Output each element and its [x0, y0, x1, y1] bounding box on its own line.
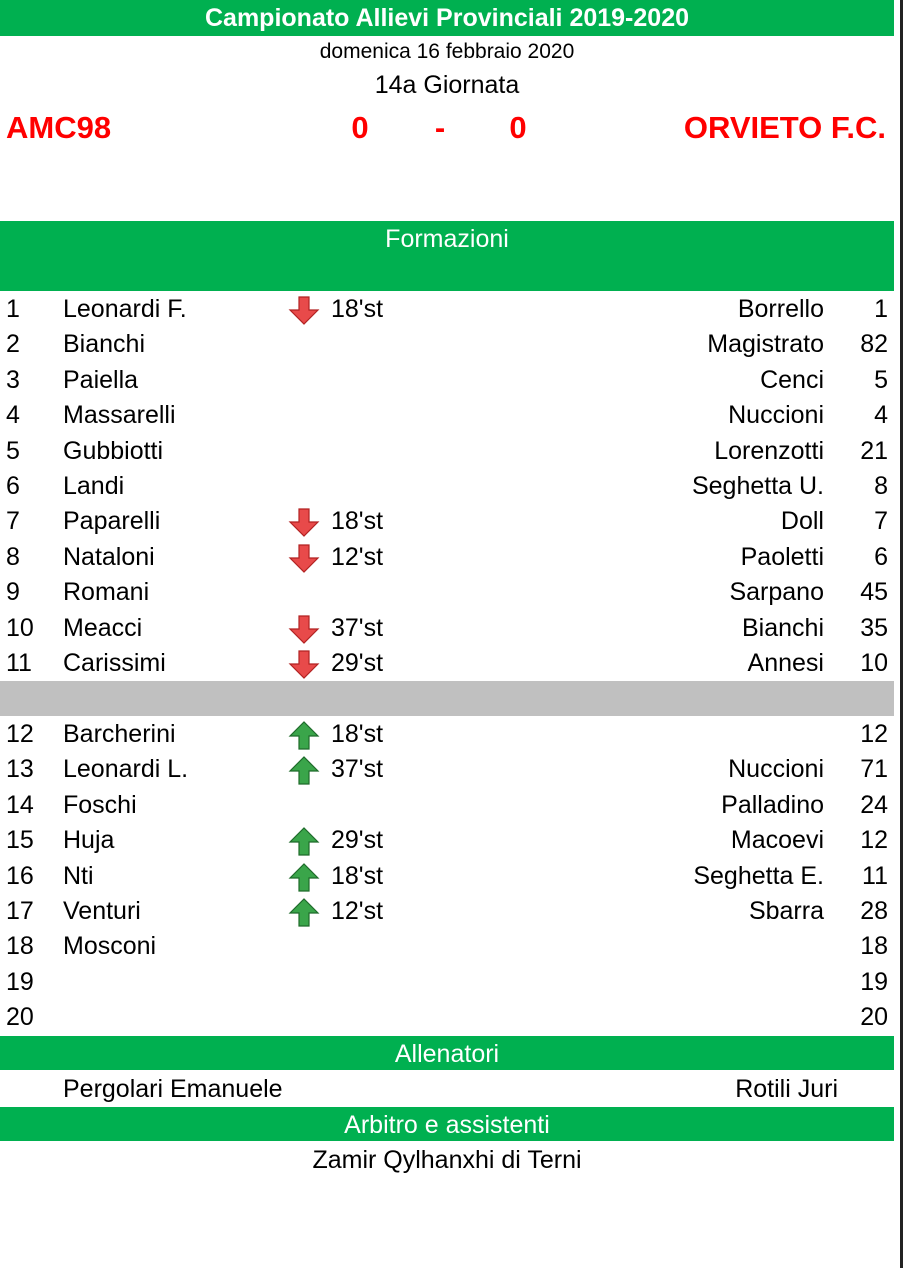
away-player-number: 11: [862, 861, 888, 890]
away-score: 0: [509, 110, 527, 145]
home-player-number: 18: [6, 932, 34, 961]
lineups-header: Formazioni: [0, 221, 894, 255]
substitution-minute: 18'st: [331, 507, 384, 536]
away-player-number: 21: [860, 436, 888, 465]
home-player-number: 7: [6, 507, 20, 536]
away-player-name: Seghetta E.: [693, 861, 824, 890]
away-player-number: 1: [874, 295, 888, 323]
score-separator: -: [434, 110, 446, 145]
home-player-name: Carissimi: [63, 649, 166, 677]
away-player-number: 82: [860, 330, 888, 359]
home-player-number: 2: [6, 330, 20, 359]
home-player-name: Huja: [63, 826, 115, 855]
player-row: [0, 611, 894, 646]
away-player-name: Cenci: [760, 365, 824, 394]
player-row: [0, 363, 894, 398]
away-player-number: 6: [874, 542, 888, 571]
substitution-out-icon: [288, 650, 320, 679]
match-date: domenica 16 febbraio 2020: [319, 40, 575, 63]
player-row: [0, 717, 894, 752]
away-player-name: Nuccioni: [728, 401, 824, 430]
substitution-in-icon: [288, 898, 320, 927]
referee-name: Zamir Qylhanxhi di Terni: [312, 1146, 582, 1174]
substitution-minute: 12'st: [331, 542, 384, 571]
substitution-minute: 37'st: [331, 755, 384, 784]
home-player-name: Nti: [63, 861, 94, 890]
lineups-subheader-band: [0, 255, 894, 291]
substitution-minute: 12'st: [331, 897, 384, 925]
away-player-number: 18: [860, 932, 888, 961]
player-row: [0, 327, 894, 362]
substitution-in-icon: [288, 827, 320, 856]
match-round: 14a Giornata: [374, 71, 520, 99]
away-player-number: 12: [860, 720, 888, 748]
player-row: [0, 965, 894, 1000]
home-player-number: 5: [6, 436, 20, 465]
substitution-minute: 18'st: [331, 861, 384, 890]
referees-header: Arbitro e assistenti: [0, 1107, 894, 1141]
away-player-number: 7: [874, 507, 888, 536]
home-player-name: Leonardi L.: [63, 755, 189, 784]
home-player-number: 15: [6, 826, 34, 855]
away-player-number: 20: [860, 1003, 888, 1032]
home-player-name: Foschi: [63, 790, 137, 819]
away-player-number: 45: [860, 578, 888, 607]
away-player-name: Annesi: [747, 649, 824, 677]
home-player-number: 17: [6, 897, 34, 925]
away-player-name: Doll: [780, 507, 824, 536]
home-player-name: Romani: [63, 578, 150, 607]
home-team-name: AMC98: [6, 110, 112, 145]
home-player-name: Mosconi: [63, 932, 157, 961]
substitution-in-icon: [288, 863, 320, 892]
home-player-number: 11: [6, 649, 32, 677]
substitution-out-icon: [288, 615, 320, 644]
substitution-minute: 18'st: [331, 295, 384, 323]
home-player-number: 9: [6, 578, 20, 607]
away-player-name: Paoletti: [740, 542, 824, 571]
home-player-name: Venturi: [63, 897, 141, 925]
away-player-name: Macoevi: [730, 826, 824, 855]
home-player-number: 14: [6, 790, 34, 819]
home-player-number: 13: [6, 755, 34, 784]
away-player-name: Seghetta U.: [691, 472, 824, 500]
away-player-number: 28: [860, 897, 888, 925]
substitution-minute: 29'st: [331, 826, 384, 855]
player-row: [0, 398, 894, 433]
home-player-number: 4: [6, 401, 20, 430]
home-player-number: 12: [6, 720, 34, 748]
home-player-number: 3: [6, 365, 20, 394]
home-player-name: Gubbiotti: [63, 436, 164, 465]
home-player-number: 10: [6, 613, 34, 642]
player-row: [0, 434, 894, 469]
player-row: [0, 1000, 894, 1035]
player-row: [0, 504, 894, 539]
home-score: 0: [351, 110, 369, 145]
away-player-number: 5: [874, 365, 888, 394]
away-player-name: Sarpano: [729, 578, 824, 607]
home-player-number: 19: [6, 967, 34, 996]
coaches-header: Allenatori: [0, 1036, 894, 1070]
away-player-number: 4: [874, 401, 888, 430]
home-player-name: Meacci: [63, 613, 143, 642]
away-player-number: 24: [860, 790, 888, 819]
home-player-number: 20: [6, 1003, 34, 1032]
home-player-name: Paparelli: [63, 507, 161, 536]
home-player-name: Paiella: [63, 365, 139, 394]
substitution-in-icon: [288, 756, 320, 785]
home-player-name: Nataloni: [63, 542, 155, 571]
away-player-number: 8: [874, 472, 888, 500]
player-row: [0, 788, 894, 823]
home-player-name: Leonardi F.: [63, 295, 187, 323]
substitution-out-icon: [288, 296, 320, 325]
substitution-minute: 18'st: [331, 720, 384, 748]
home-player-name: Massarelli: [63, 401, 176, 430]
bench-divider: [0, 681, 894, 716]
substitution-in-icon: [288, 721, 320, 750]
away-player-name: Borrello: [737, 295, 824, 323]
home-player-number: 1: [6, 295, 20, 323]
player-row: [0, 540, 894, 575]
player-row: [0, 929, 894, 964]
home-player-name: Barcherini: [63, 720, 176, 748]
substitution-out-icon: [288, 508, 320, 537]
away-player-name: Sbarra: [748, 897, 824, 925]
substitution-minute: 37'st: [331, 613, 384, 642]
away-player-name: Palladino: [721, 790, 824, 819]
player-row: [0, 575, 894, 610]
page-edge: [900, 0, 903, 1268]
away-player-number: 10: [860, 649, 888, 677]
player-row: [0, 823, 894, 858]
away-team-name: ORVIETO F.C.: [683, 110, 886, 145]
home-player-number: 8: [6, 542, 20, 571]
substitution-minute: 29'st: [331, 649, 384, 677]
championship-title: Campionato Allievi Provinciali 2019-2020: [0, 0, 894, 36]
away-player-name: Bianchi: [742, 613, 824, 642]
away-player-name: Lorenzotti: [714, 436, 824, 465]
away-coach: Rotili Juri: [735, 1075, 838, 1103]
player-row: [0, 894, 894, 929]
away-player-number: 12: [860, 826, 888, 855]
away-player-number: 19: [860, 967, 888, 996]
player-row: [0, 646, 894, 681]
home-coach: Pergolari Emanuele: [63, 1075, 283, 1103]
home-player-name: Landi: [63, 472, 125, 500]
player-row: [0, 469, 894, 504]
away-player-name: Magistrato: [707, 330, 824, 359]
substitution-out-icon: [288, 544, 320, 573]
home-player-number: 6: [6, 472, 20, 500]
away-player-number: 71: [860, 755, 888, 784]
home-player-number: 16: [6, 861, 34, 890]
player-row: [0, 292, 894, 327]
home-player-name: Bianchi: [63, 330, 145, 359]
away-player-number: 35: [860, 613, 888, 642]
away-player-name: Nuccioni: [728, 755, 824, 784]
player-row: [0, 859, 894, 894]
player-row: [0, 752, 894, 787]
